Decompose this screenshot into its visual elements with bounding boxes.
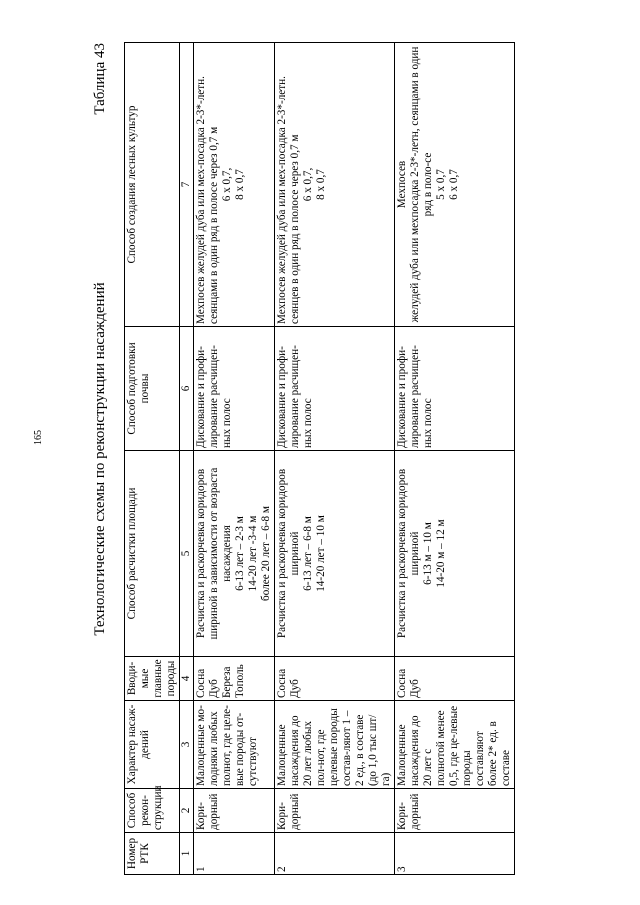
clearing-text: Расчистка и раскорчевка коридоров шириной (276, 468, 301, 639)
clearing-text: Расчистка и раскорчевка коридоров шириной (396, 468, 421, 639)
cell-species: Сосна Дуб (395, 657, 515, 701)
clearing-text: Расчистка и раскорчевка коридоров шириной в зависимости от возраста насаждения (195, 467, 233, 640)
planting-details: 5 х 0,7 6 х 0,7 (435, 169, 460, 200)
cell-method: Кори-дорный (275, 789, 395, 833)
cell-rtk-number: 3 (395, 833, 515, 875)
reconstruction-table (124, 42, 515, 875)
header-row (125, 43, 180, 875)
col-header-planting: Способ создания лесных культур (125, 43, 180, 327)
col-number: 2 (180, 789, 194, 833)
table-title: Технологические схемы по реконструкции насаждений (92, 282, 108, 636)
planting-text: Мехпосев желудей дуба или мех-посадка 2-3*-летн. сеянцев в один ряд в полосе через 0,7 м (276, 76, 301, 324)
col-header-method: Способ рекон-струкции (125, 789, 180, 833)
clearing-details: 6-13 лет – 2-3 м 14-20 лет -3-4 м более 20 лет – 6-8 м (234, 506, 272, 601)
cell-soil: Дискование и профи-лирование расчищен-ных полос (395, 327, 515, 451)
cell-method: Кори-дорный (395, 789, 515, 833)
column-number-row (180, 43, 194, 875)
cell-character: Малоценные мо-лодняки любых полнот, где целе-вые породы от-сутствуют (194, 701, 275, 789)
clearing-details: 6-13 м – 10 м 14-20 м – 12 м (422, 519, 447, 588)
col-number: 7 (180, 43, 194, 327)
cell-soil: Дискование и профи-лирование расчищен-ных полос (194, 327, 275, 451)
cell-species: Сосна Дуб Береза Тополь (194, 657, 275, 701)
cell-species: Сосна Дуб (275, 657, 395, 701)
cell-clearing (194, 451, 275, 657)
table-row (395, 43, 515, 875)
cell-planting (395, 43, 515, 327)
page-number: 165 (33, 430, 44, 445)
col-number: 5 (180, 451, 194, 657)
planting-text: Мехпосев желудей дуба или мех-посадка 2-3*-летн. сеянцами в один ряд в полосе через 0,7 м (195, 76, 220, 324)
col-number: 4 (180, 657, 194, 701)
col-number: 1 (180, 833, 194, 875)
col-number: 3 (180, 701, 194, 789)
planting-text: Мехпосев желудей дуба или мехпосадка 2-3*-летн, сеянцами в один ряд в поло-се (396, 46, 434, 323)
table-row (275, 43, 395, 875)
table-caption (92, 43, 108, 875)
cell-soil: Дискование и профи-лирование расчищен-ных полос (275, 327, 395, 451)
clearing-details: 6-13 лет – 6-8 м 14-20 лет – 10 м (302, 515, 327, 592)
cell-character: Малоценные насаждения до 20 лет любых пол-нот, где целевые породы состав-ляют 1 – 2 ед., в составе (до 1,0 тыс шт/га) (275, 701, 395, 789)
cell-rtk-number: 2 (275, 833, 395, 875)
cell-planting (194, 43, 275, 327)
col-number: 6 (180, 327, 194, 451)
cell-clearing (395, 451, 515, 657)
col-header-character: Характер насаж-дений (125, 701, 180, 789)
table-row (194, 43, 275, 875)
cell-rtk-number: 1 (194, 833, 275, 875)
col-header-species: Вводи-мые главные породы (125, 657, 180, 701)
planting-details: 6 х 0,7, 8 х 0,7 (302, 167, 327, 202)
col-header-rtk: Номер РТК (125, 833, 180, 875)
cell-clearing (275, 451, 395, 657)
cell-character: Малоценные насаждения до 20 лет с полнотой менее 0,5, где це-левые породы составляют более 2* ед. в составе (395, 701, 515, 789)
table-label: Таблица 43 (92, 43, 108, 115)
col-header-clearing: Способ расчистки площади (125, 451, 180, 657)
cell-method: Кори-дорный (194, 789, 275, 833)
planting-details: 6 х 0,7, 8 х 0,7 (221, 167, 246, 202)
col-header-soil: Способ подготовки почвы (125, 327, 180, 451)
cell-planting (275, 43, 395, 327)
landscape-content (92, 43, 526, 875)
